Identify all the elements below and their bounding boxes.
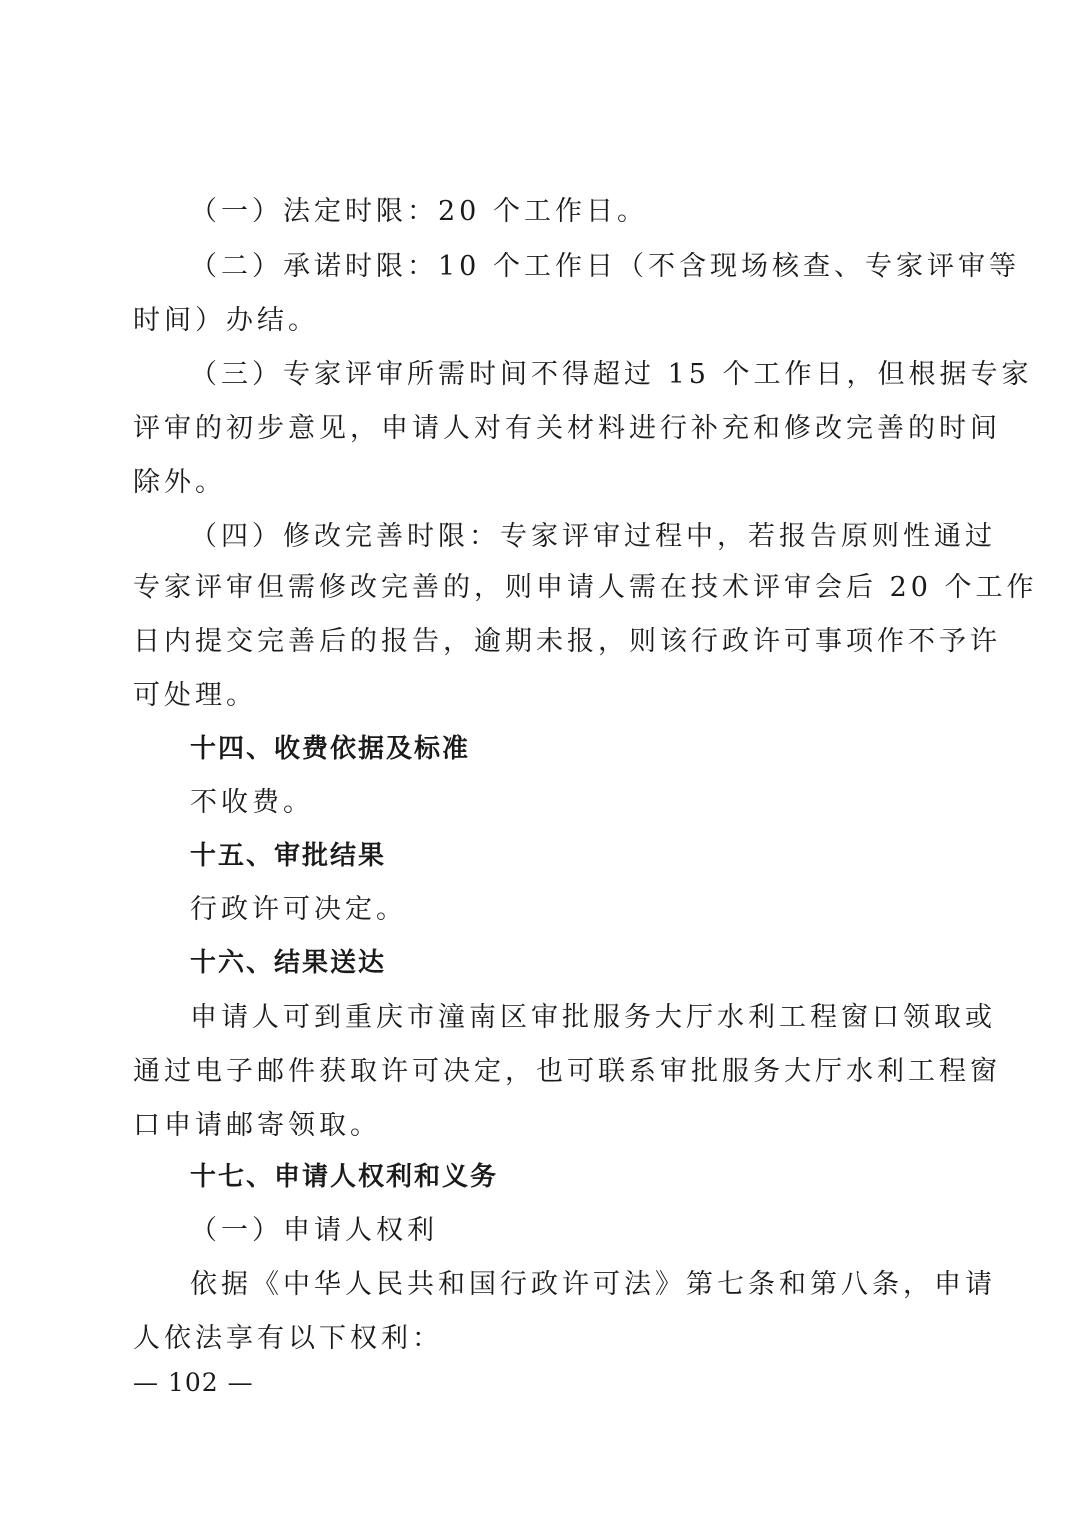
paragraph-result-delivery-line-3: 口申请邮寄领取。 [133,1110,381,1141]
section-heading-fees: 十四、收费依据及标准 [190,734,471,764]
section-heading-approval-result: 十五、审批结果 [190,841,387,871]
page-number: — 102 — [133,1368,254,1397]
paragraph-promised-limit-line-1: （二）承诺时限：10 个工作日（不含现场核查、专家评审等 [190,251,1020,282]
paragraph-result-delivery-line-1: 申请人可到重庆市潼南区审批服务大厅水利工程窗口领取或 [190,1002,996,1033]
paragraph-approval-result: 行政许可决定。 [190,894,407,925]
paragraph-statutory-limit: （一）法定时限：20 个工作日。 [190,196,648,227]
paragraph-rights-line-1: 依据《中华人民共和国行政许可法》第七条和第八条，申请 [190,1269,996,1300]
paragraph-revision-limit-line-2: 专家评审但需修改完善的，则申请人需在技术评审会后 20 个工作 [133,572,1038,603]
paragraph-rights-line-2: 人依法享有以下权利： [133,1323,443,1354]
paragraph-fees: 不收费。 [190,787,314,818]
paragraph-result-delivery-line-2: 通过电子邮件获取许可决定，也可联系审批服务大厅水利工程窗 [133,1056,1001,1087]
section-heading-rights-obligations: 十七、申请人权利和义务 [190,1162,499,1192]
subheading-applicant-rights: （一）申请人权利 [190,1215,438,1246]
paragraph-promised-limit-line-2: 时间）办结。 [133,305,319,336]
paragraph-revision-limit-line-3: 日内提交完善后的报告，逾期未报，则该行政许可事项作不予许 [133,626,1001,657]
paragraph-revision-limit-line-1: （四）修改完善时限：专家评审过程中，若报告原则性通过 [190,521,996,552]
paragraph-revision-limit-line-4: 可处理。 [133,680,257,711]
section-heading-result-delivery: 十六、结果送达 [190,948,387,978]
paragraph-expert-review-line-2: 评审的初步意见，申请人对有关材料进行补充和修改完善的时间 [133,413,1001,444]
paragraph-expert-review-line-3: 除外。 [133,467,226,498]
paragraph-expert-review-line-1: （三）专家评审所需时间不得超过 15 个工作日，但根据专家 [190,359,1033,390]
